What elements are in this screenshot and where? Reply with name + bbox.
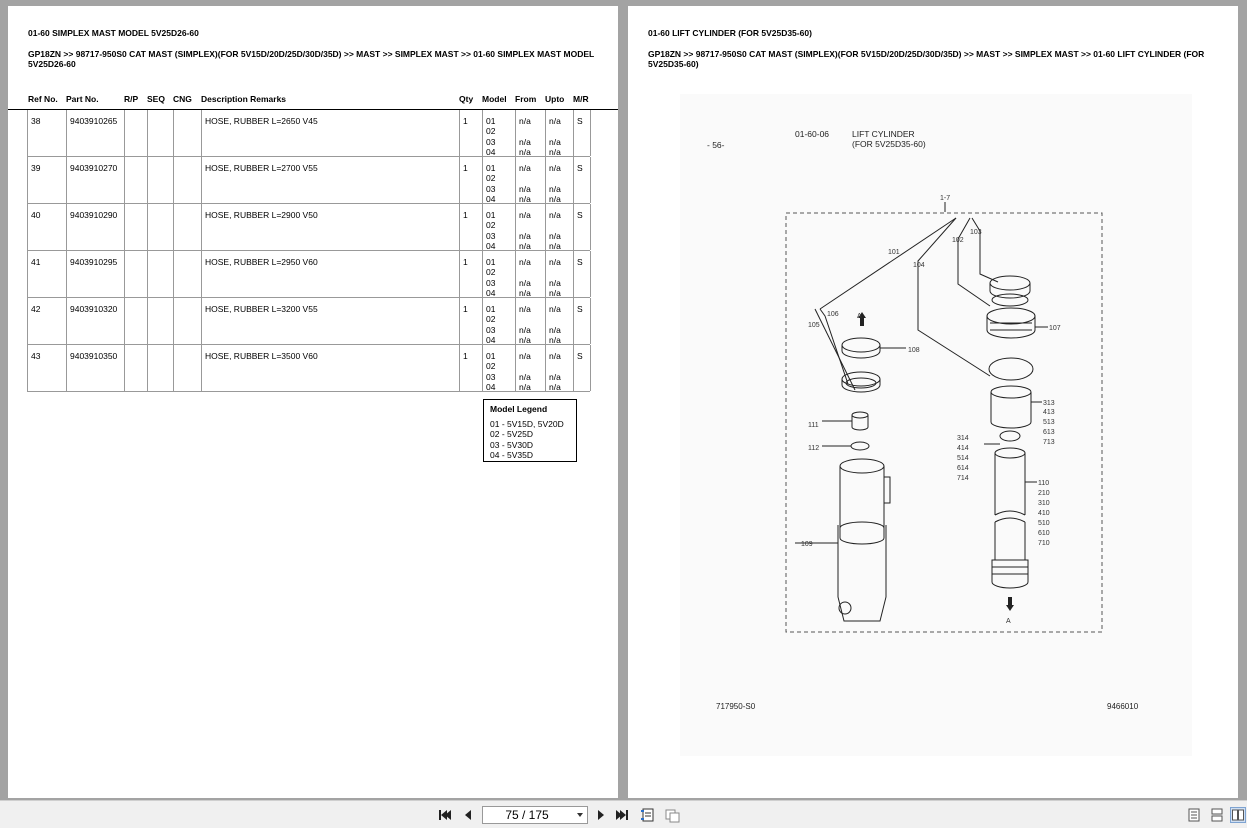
cell-line: n/a xyxy=(519,183,531,194)
cell-rp xyxy=(125,110,148,156)
cell-qty: 1 xyxy=(460,157,483,203)
cell-seq xyxy=(148,251,174,297)
cell-line: 02 xyxy=(486,361,496,372)
callout-arrow-a-top: A xyxy=(857,313,862,320)
cell-line: n/a xyxy=(519,136,531,147)
cell-line: 03 xyxy=(486,277,496,288)
cell-line: 04 xyxy=(486,287,496,298)
cell-ref: 39 xyxy=(28,157,67,203)
cell-models xyxy=(483,251,516,297)
cell-line: 01 xyxy=(486,351,496,361)
col-part-no: Part No. xyxy=(66,94,99,104)
cell-line: n/a xyxy=(549,230,561,241)
cell-line: 01 xyxy=(486,304,496,314)
cell-line: n/a xyxy=(549,324,561,335)
right-page-breadcrumb: GP18ZN >> 98717-950S0 CAT MAST (SIMPLEX)(FOR 5V15D/20D/25D/30D/35D) >> MAST >> SIMPLEX MAST >> 01-60 LIFT CYLINDER (FOR 5V25D35-60) xyxy=(648,49,1205,69)
cell-line: n/a xyxy=(519,371,531,382)
legend-item: 01 - 5V15D, 5V20D xyxy=(490,418,564,429)
last-page-icon[interactable] xyxy=(614,807,630,823)
cell-line: n/a xyxy=(549,193,561,204)
cell-line: 04 xyxy=(486,193,496,204)
cell-upto xyxy=(546,345,574,391)
cell-line: 01 xyxy=(486,163,496,173)
legend-title: Model Legend xyxy=(490,404,548,414)
callout-514: 514 xyxy=(957,455,969,462)
diagram-page-number: - 56- xyxy=(707,140,725,150)
cell-upto xyxy=(546,110,574,156)
cell-line: 04 xyxy=(486,240,496,251)
cell-line: 03 xyxy=(486,324,496,335)
cell-line: n/a xyxy=(519,163,531,173)
table-row xyxy=(28,298,590,345)
chevron-down-icon xyxy=(577,813,583,817)
cell-qty: 1 xyxy=(460,298,483,344)
right-page-title: 01-60 LIFT CYLINDER (FOR 5V25D35-60) xyxy=(648,28,812,38)
cell-rp xyxy=(125,157,148,203)
cell-models xyxy=(483,110,516,156)
col-model: Model xyxy=(482,94,507,104)
cell-line xyxy=(519,173,545,183)
callout-107: 107 xyxy=(1049,325,1061,332)
callout-310: 310 xyxy=(1038,500,1050,507)
cell-upto xyxy=(546,204,574,250)
callout-313: 313 xyxy=(1043,400,1055,407)
cell-cng xyxy=(174,345,202,391)
callout-103: 103 xyxy=(970,229,982,236)
viewer-toolbar xyxy=(0,800,1247,828)
cell-line: n/a xyxy=(519,240,531,251)
cell-from xyxy=(516,251,546,297)
cell-line: n/a xyxy=(519,146,531,157)
table-row xyxy=(28,110,590,157)
fit-page-icon[interactable] xyxy=(640,807,656,823)
legend-item: 03 - 5V30D xyxy=(490,439,533,450)
col-cng: CNG xyxy=(173,94,192,104)
callout-112: 112 xyxy=(808,445,820,452)
cell-line: n/a xyxy=(519,277,531,288)
cell-rp xyxy=(125,345,148,391)
col-upto: Upto xyxy=(545,94,565,104)
callout-102: 102 xyxy=(952,237,964,244)
cell-from xyxy=(516,204,546,250)
cell-line: n/a xyxy=(549,371,561,382)
cell-seq xyxy=(148,110,174,156)
cell-models xyxy=(483,298,516,344)
cell-line: n/a xyxy=(549,146,561,157)
callout-105: 105 xyxy=(808,322,820,329)
cell-cng xyxy=(174,157,202,203)
cell-part: 9403910290 xyxy=(67,204,125,250)
cell-cng xyxy=(174,251,202,297)
cell-line xyxy=(549,173,573,183)
cell-line xyxy=(519,220,545,230)
callout-assy: 1-7 xyxy=(940,195,951,202)
cell-ref: 43 xyxy=(28,345,67,391)
cell-line: n/a xyxy=(519,116,531,126)
next-page-icon[interactable] xyxy=(593,807,609,823)
callout-614: 614 xyxy=(957,465,969,472)
cell-line: n/a xyxy=(519,351,531,361)
cell-mr: S xyxy=(574,110,591,156)
cell-cng xyxy=(174,204,202,250)
cell-qty: 1 xyxy=(460,110,483,156)
callout-410: 410 xyxy=(1038,510,1050,517)
cell-models xyxy=(483,157,516,203)
diagram-footer-left: 717950-S0 xyxy=(716,702,756,711)
cell-line: 01 xyxy=(486,116,496,126)
two-page-icon[interactable] xyxy=(1230,807,1246,823)
cell-line xyxy=(549,220,573,230)
cell-seq xyxy=(148,298,174,344)
cell-upto xyxy=(546,157,574,203)
col-qty: Qty xyxy=(459,94,474,104)
cell-line: 02 xyxy=(486,314,496,325)
legend-item: 02 - 5V25D xyxy=(490,429,533,439)
cell-mr: S xyxy=(574,298,591,344)
cell-line: n/a xyxy=(519,334,531,345)
cell-line: n/a xyxy=(549,287,561,298)
cell-line: n/a xyxy=(549,334,561,345)
cell-line: 02 xyxy=(486,173,496,184)
diagram-heading-1: LIFT CYLINDER xyxy=(852,129,915,139)
cell-line xyxy=(519,267,545,277)
callout-714: 714 xyxy=(957,475,969,482)
cell-qty: 1 xyxy=(460,251,483,297)
callout-111: 111 xyxy=(808,422,819,429)
exploded-view-drawing xyxy=(680,94,1192,756)
cell-mr: S xyxy=(574,345,591,391)
cell-from xyxy=(516,298,546,344)
cell-ref: 40 xyxy=(28,204,67,250)
prev-page-icon[interactable] xyxy=(460,807,476,823)
callout-101: 101 xyxy=(888,249,900,256)
left-page-title: 01-60 SIMPLEX MAST MODEL 5V25D26-60 xyxy=(28,28,199,38)
callout-613: 613 xyxy=(1043,429,1055,436)
cell-line: n/a xyxy=(549,277,561,288)
cell-mr: S xyxy=(574,157,591,203)
col-from: From xyxy=(515,94,537,104)
cell-mr: S xyxy=(574,251,591,297)
cell-line: n/a xyxy=(549,381,561,392)
cell-ref: 41 xyxy=(28,251,67,297)
cell-part: 9403910270 xyxy=(67,157,125,203)
cell-line: n/a xyxy=(519,304,531,314)
cell-rp xyxy=(125,298,148,344)
cell-upto xyxy=(546,298,574,344)
cell-line: 01 xyxy=(486,210,496,220)
cell-line: n/a xyxy=(519,324,531,335)
cell-models xyxy=(483,204,516,250)
callout-513: 513 xyxy=(1043,419,1055,426)
legend-item: 04 - 5V35D xyxy=(490,450,533,460)
cell-line: 02 xyxy=(486,126,496,137)
cell-part: 9403910295 xyxy=(67,251,125,297)
cell-rp xyxy=(125,204,148,250)
col-seq: SEQ xyxy=(147,94,165,104)
cell-line: n/a xyxy=(519,257,531,267)
callout-104: 104 xyxy=(913,262,925,269)
table-row xyxy=(28,204,590,251)
cell-desc: HOSE, RUBBER L=3500 V60 xyxy=(202,345,460,391)
cell-line xyxy=(519,314,545,324)
diagram-code: 01-60-06 xyxy=(795,129,830,139)
cell-line: n/a xyxy=(519,287,531,298)
cell-part: 9403910320 xyxy=(67,298,125,344)
first-page-icon[interactable] xyxy=(437,807,453,823)
cell-line xyxy=(519,361,545,371)
left-document-page xyxy=(8,6,618,798)
continuous-page-icon[interactable] xyxy=(1209,807,1225,823)
cell-rp xyxy=(125,251,148,297)
callout-108: 108 xyxy=(908,347,920,354)
col-rp: R/P xyxy=(124,94,139,104)
cell-line: n/a xyxy=(549,210,561,220)
cell-cng xyxy=(174,110,202,156)
arrow-a-bottom-icon xyxy=(1006,597,1014,611)
table-row xyxy=(28,251,590,298)
cell-from xyxy=(516,110,546,156)
right-document-page xyxy=(628,6,1238,798)
single-page-icon[interactable] xyxy=(1186,807,1202,823)
col-ref-no: Ref No. xyxy=(28,94,58,104)
cell-line: n/a xyxy=(519,230,531,241)
cell-line: 03 xyxy=(486,230,496,241)
cell-models xyxy=(483,345,516,391)
callout-314: 314 xyxy=(957,435,969,442)
callout-arrow-a-bottom: A xyxy=(1006,618,1011,625)
col-mr: M/R xyxy=(573,94,589,104)
cell-line xyxy=(549,267,573,277)
cell-line: n/a xyxy=(549,116,561,126)
cell-line: n/a xyxy=(519,193,531,204)
callout-610: 610 xyxy=(1038,530,1050,537)
callout-713: 713 xyxy=(1043,439,1055,446)
cell-seq xyxy=(148,157,174,203)
cell-line: n/a xyxy=(519,210,531,220)
cell-line xyxy=(549,361,573,371)
callout-106: 106 xyxy=(827,311,839,318)
page-indicator: 75 / 175 xyxy=(505,808,549,822)
cell-mr: S xyxy=(574,204,591,250)
cell-desc: HOSE, RUBBER L=2950 V60 xyxy=(202,251,460,297)
cell-ref: 38 xyxy=(28,110,67,156)
cell-cng xyxy=(174,298,202,344)
cell-line: 02 xyxy=(486,220,496,231)
cell-line: 04 xyxy=(486,146,496,157)
diagram-heading-2: (FOR 5V25D35-60) xyxy=(852,139,926,149)
cell-line xyxy=(549,126,573,136)
cell-qty: 1 xyxy=(460,204,483,250)
cell-line: n/a xyxy=(549,257,561,267)
cell-desc: HOSE, RUBBER L=2900 V50 xyxy=(202,204,460,250)
cell-part: 9403910350 xyxy=(67,345,125,391)
cell-upto xyxy=(546,251,574,297)
cell-line: n/a xyxy=(519,381,531,392)
cell-line: n/a xyxy=(549,240,561,251)
cell-line: 04 xyxy=(486,334,496,345)
cell-from xyxy=(516,157,546,203)
callout-210: 210 xyxy=(1038,490,1050,497)
cell-line: n/a xyxy=(549,136,561,147)
cell-line: 01 xyxy=(486,257,496,267)
cell-desc: HOSE, RUBBER L=3200 V55 xyxy=(202,298,460,344)
cell-line: 02 xyxy=(486,267,496,278)
cell-ref: 42 xyxy=(28,298,67,344)
cell-line: 03 xyxy=(486,136,496,147)
cell-seq xyxy=(148,204,174,250)
cell-qty: 1 xyxy=(460,345,483,391)
callout-710: 710 xyxy=(1038,540,1050,547)
left-page-breadcrumb: GP18ZN >> 98717-950S0 CAT MAST (SIMPLEX)(FOR 5V15D/20D/25D/30D/35D) >> MAST >> SIMPLEX MAST >> 01-60 SIMPLEX MAST MODEL 5V25D26-60 xyxy=(28,49,595,69)
callout-414: 414 xyxy=(957,445,969,452)
cell-desc: HOSE, RUBBER L=2700 V55 xyxy=(202,157,460,203)
cell-part: 9403910265 xyxy=(67,110,125,156)
cell-seq xyxy=(148,345,174,391)
cell-from xyxy=(516,345,546,391)
table-row xyxy=(28,345,590,392)
cell-line: 04 xyxy=(486,381,496,392)
cell-line: n/a xyxy=(549,183,561,194)
table-row xyxy=(28,157,590,204)
cell-line: n/a xyxy=(549,304,561,314)
page-number-select[interactable] xyxy=(482,806,588,824)
cell-line: n/a xyxy=(549,351,561,361)
callout-510: 510 xyxy=(1038,520,1050,527)
parts-table-header xyxy=(8,94,618,110)
cell-line: 03 xyxy=(486,183,496,194)
cell-line xyxy=(519,126,545,136)
cell-line: 03 xyxy=(486,371,496,382)
callout-109: 109 xyxy=(801,541,813,548)
cell-line xyxy=(549,314,573,324)
fit-width-icon[interactable] xyxy=(664,807,680,823)
callout-110: 110 xyxy=(1038,480,1050,487)
cell-line: n/a xyxy=(549,163,561,173)
parts-table-body xyxy=(27,110,590,392)
col-description: Description Remarks xyxy=(201,94,287,104)
cell-desc: HOSE, RUBBER L=2650 V45 xyxy=(202,110,460,156)
model-legend xyxy=(483,399,577,462)
diagram-footer-right: 9466010 xyxy=(1107,702,1139,711)
callout-413: 413 xyxy=(1043,409,1055,416)
lift-cylinder-diagram xyxy=(680,94,1192,756)
